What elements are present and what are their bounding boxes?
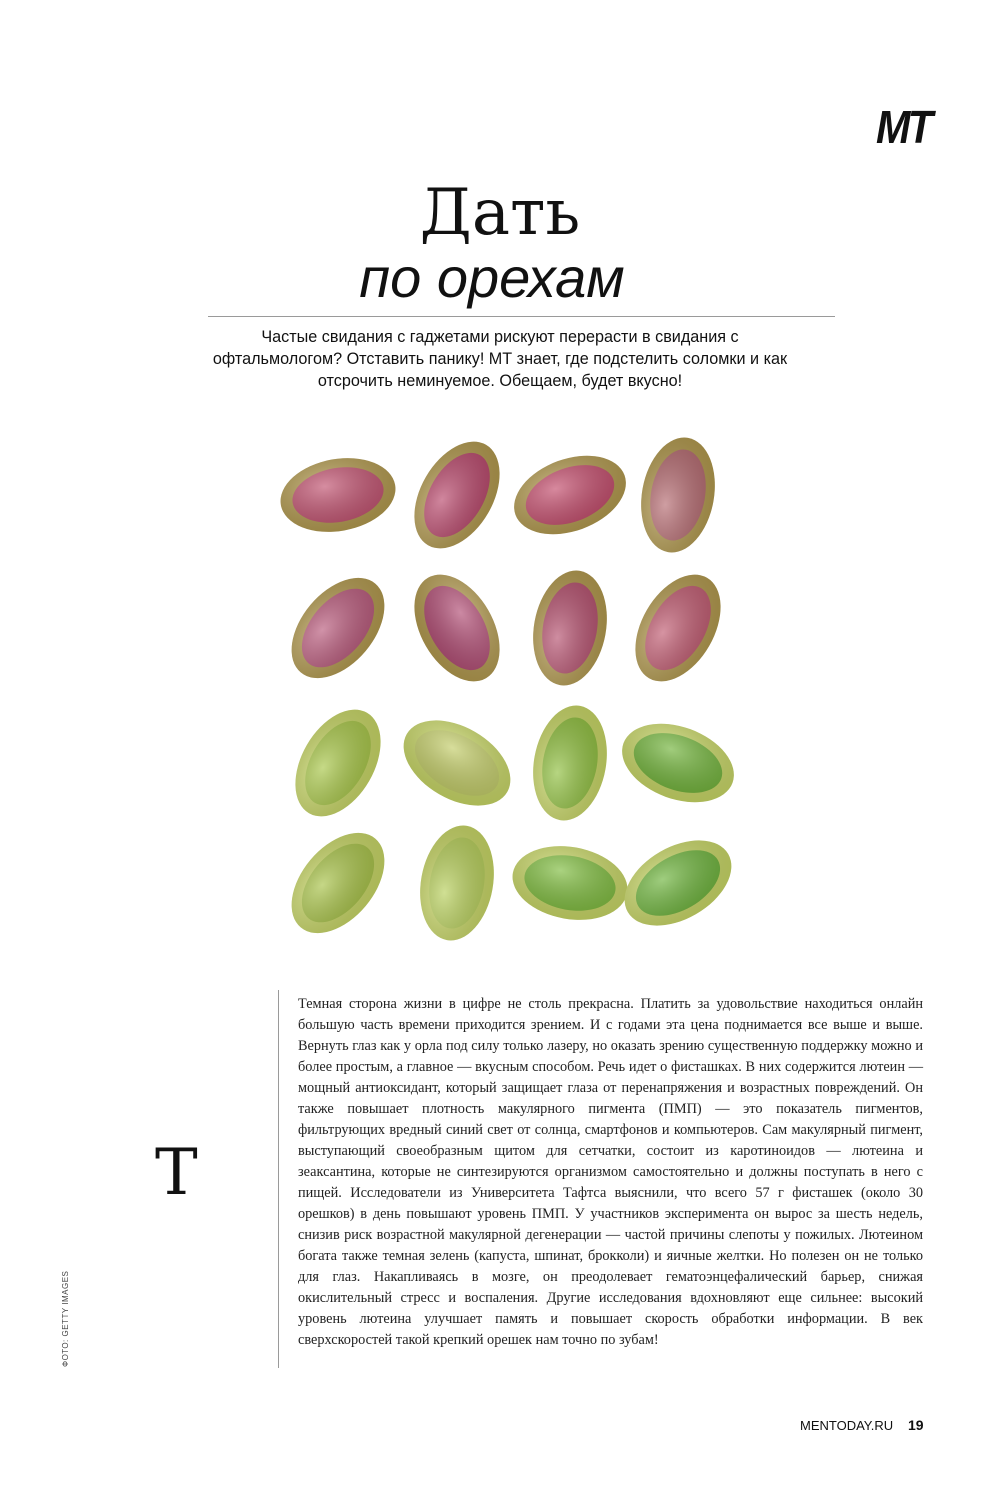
magazine-logo: MT — [876, 101, 931, 153]
body-column-rule — [278, 990, 279, 1368]
pistachio-photo — [245, 400, 765, 975]
pistachio-nut — [503, 441, 637, 548]
title-divider — [208, 316, 835, 317]
photo-credit: ФОТО: GETTY IMAGES — [61, 1270, 70, 1367]
pistachio-nut — [610, 823, 746, 943]
pistachio-nut — [524, 565, 615, 692]
pistachio-nut — [632, 432, 723, 559]
drop-cap: Т — [155, 1136, 198, 1210]
pistachio-nut — [273, 560, 403, 695]
pistachio-nut — [275, 449, 402, 540]
pistachio-nut — [611, 709, 745, 816]
page-number: 19 — [908, 1417, 924, 1433]
pistachio-nut — [273, 815, 403, 950]
article-lead: Частые свидания с гаджетами рискуют перерасти в свидания с офтальмологом? Отставить панику! МТ знает, где подстелить соломки и как отсрочить неминуемое. Обещаем, будет вкусно! — [212, 328, 788, 390]
pistachio-nut — [389, 703, 525, 823]
article-title: Дать — [419, 176, 581, 250]
pistachio-nut — [507, 837, 634, 928]
article-body: Темная сторона жизни в цифре не столь прекрасна. Платить за удовольствие находиться онлайн большую часть времени приходится зрением. И с годами эта цена поднимается все выше и выше. Вернуть глаз как у орла под силу только лазеру, но оказать зрению существенную поддержку можно и более простым, а главное — вкусным способом. Речь идет о фисташках. В них содержится лютеин — мощный антиоксидант, который защищает глаза от перенапряжения и возрастных повреждений. Он также повышает плотность макулярного пигмента (ПМП) — это показатель пигментов, фильтрующих вредный синий свет от солнца, смартфонов и компьютеров. Сам макулярный пигмент, выступающий своеобразным щитом для сетчатки, состоит из каротиноидов — лютеина и зеаксантина, которые не синтезируются организмом самостоятельно и должны поступать в него с пищей. Исследователи из Университета Тафтса выяснили, что всего 57 г фисташек (около 30 орешков) в день повышают уровень ПМП. У участников эксперимента он вырос за шесть недель, снизив риск возрастной макулярной дегенерации — частой причины слепоты у пожилых. Лютеином богата также темная зелень (капуста, шпинат, брокколи) и яичные желтки. Но полезен он не только для глаз. Накапливаясь в мозге, он преодолевает гематоэнцефалический барьер, снижая окислительный стресс и воспаления. Другие исследования вдохновляют еще сильнее: высокий уровень лютеина улучшает память и повышает скорость обработки информации. В век сверхскоростей такой крепкий орешек нам точно по зубам! — [298, 996, 923, 1348]
pistachio-nut — [397, 560, 517, 696]
footer-website: MENTODAY.RU — [800, 1418, 894, 1433]
pistachio-nut — [411, 820, 502, 947]
pistachio-nut — [618, 560, 738, 696]
pistachio-nut — [524, 700, 615, 827]
pistachio-nut — [278, 695, 398, 831]
pistachio-nut — [397, 427, 517, 563]
article-subtitle: по орехам — [359, 246, 625, 309]
